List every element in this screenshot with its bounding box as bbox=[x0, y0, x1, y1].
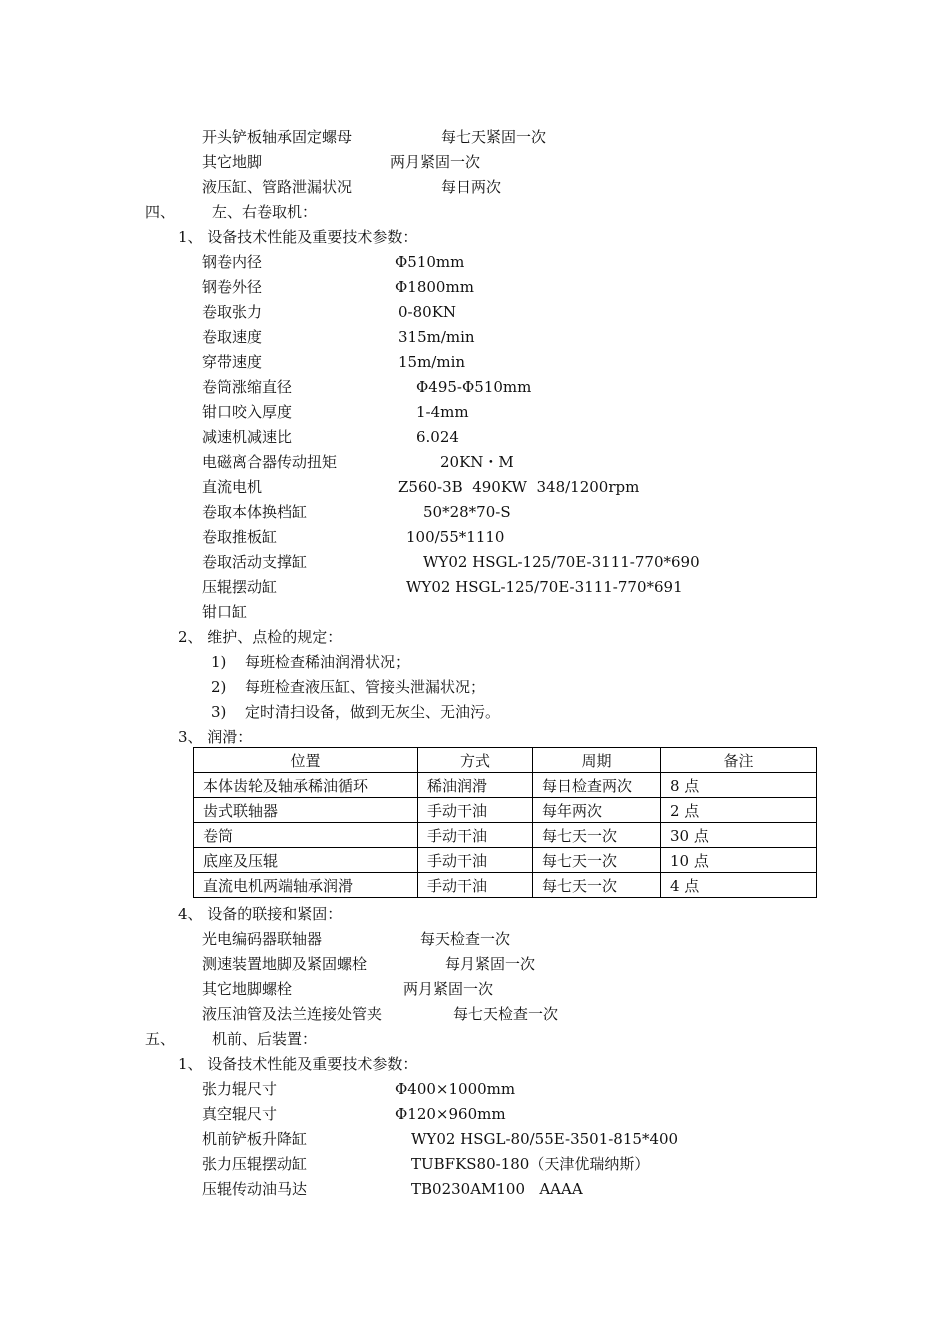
param-value: Φ510mm bbox=[395, 253, 465, 271]
table-cell: 每七天一次 bbox=[533, 848, 661, 873]
param-name: 压辊摆动缸 bbox=[202, 578, 278, 596]
table-row bbox=[194, 798, 817, 823]
param-name: 卷取速度 bbox=[202, 328, 263, 346]
table-cell: 卷筒 bbox=[194, 823, 418, 848]
param-name: 卷取推板缸 bbox=[202, 528, 278, 546]
param-value: 15m/min bbox=[398, 353, 466, 371]
param-name: 减速机减速比 bbox=[202, 428, 293, 446]
table-cell: 每日检查两次 bbox=[533, 773, 661, 798]
table-cell: 本体齿轮及轴承稀油循环 bbox=[194, 773, 418, 798]
param-value: WY02 HSGL-80/55E-3501-815*400 bbox=[411, 1130, 679, 1148]
param-value: 20KN・M bbox=[440, 453, 514, 471]
table-cell: 齿式联轴器 bbox=[194, 798, 418, 823]
table-cell: 稀油润滑 bbox=[418, 773, 533, 798]
param-value: 0-80KN bbox=[398, 303, 457, 321]
param-name: 其它地脚 bbox=[202, 153, 263, 171]
param-value: 两月紧固一次 bbox=[390, 153, 481, 171]
param-value: 每七天紧固一次 bbox=[441, 128, 547, 146]
section-title: 左、右卷取机： bbox=[212, 203, 318, 221]
param-name: 真空辊尺寸 bbox=[202, 1105, 278, 1123]
param-name: 钳口咬入厚度 bbox=[202, 403, 293, 421]
table-cell: 底座及压辊 bbox=[194, 848, 418, 873]
param-value: 1-4mm bbox=[416, 403, 469, 421]
table-row bbox=[194, 873, 817, 898]
table-cell: 手动干油 bbox=[418, 848, 533, 873]
column-header: 周期 bbox=[533, 748, 661, 773]
param-name: 钢卷外径 bbox=[202, 278, 263, 296]
table-cell: 直流电机两端轴承润滑 bbox=[194, 873, 418, 898]
param-value: 50*28*70-S bbox=[423, 503, 511, 521]
section-number: 四、 bbox=[145, 203, 176, 221]
param-name: 穿带速度 bbox=[202, 353, 263, 371]
table-cell: 每七天一次 bbox=[533, 823, 661, 848]
param-name: 卷取张力 bbox=[202, 303, 263, 321]
param-value: 每七天检查一次 bbox=[453, 1005, 559, 1023]
param-value: Φ400×1000mm bbox=[395, 1080, 516, 1098]
param-name: 张力压辊摆动缸 bbox=[202, 1155, 308, 1173]
table-cell: 30 点 bbox=[661, 823, 817, 848]
param-name: 卷取本体换档缸 bbox=[202, 503, 308, 521]
table-cell: 手动干油 bbox=[418, 823, 533, 848]
list-number: 1) bbox=[211, 653, 227, 671]
param-value: 两月紧固一次 bbox=[403, 980, 494, 998]
subsection-heading: 4、 设备的联接和紧固： bbox=[178, 905, 343, 923]
subsection-heading: 1、 设备技术性能及重要技术参数： bbox=[178, 1055, 418, 1073]
param-value: Φ495-Φ510mm bbox=[416, 378, 532, 396]
section-number: 五、 bbox=[145, 1030, 176, 1048]
param-value: Z560-3B 490KW 348/1200rpm bbox=[398, 478, 640, 496]
param-name: 机前铲板升降缸 bbox=[202, 1130, 308, 1148]
list-item: 每班检查稀油润滑状况； bbox=[245, 653, 411, 671]
table-cell: 8 点 bbox=[661, 773, 817, 798]
param-value: 每月紧固一次 bbox=[445, 955, 536, 973]
param-value: WY02 HSGL-125/70E-3111-770*690 bbox=[423, 553, 700, 571]
param-value: 6.024 bbox=[416, 428, 459, 446]
list-item: 定时清扫设备，做到无灰尘、无油污。 bbox=[245, 703, 501, 721]
column-header: 方式 bbox=[418, 748, 533, 773]
param-value: 每日两次 bbox=[441, 178, 502, 196]
param-name: 卷筒涨缩直径 bbox=[202, 378, 293, 396]
list-item: 每班检查液压缸、管接头泄漏状况； bbox=[245, 678, 486, 696]
table-cell: 10 点 bbox=[661, 848, 817, 873]
param-value: Φ1800mm bbox=[395, 278, 474, 296]
param-value: TUBFKS80-180（天津优瑞纳斯） bbox=[411, 1155, 650, 1173]
param-value: TB0230AM100 AAAA bbox=[411, 1180, 583, 1198]
table-cell: 4 点 bbox=[661, 873, 817, 898]
subsection-heading: 3、 润滑： bbox=[178, 728, 253, 746]
param-name: 光电编码器联轴器 bbox=[202, 930, 323, 948]
section-title: 机前、后装置： bbox=[212, 1030, 318, 1048]
param-name: 卷取活动支撑缸 bbox=[202, 553, 308, 571]
column-header: 位置 bbox=[194, 748, 418, 773]
table-row bbox=[194, 848, 817, 873]
param-name: 开头铲板轴承固定螺母 bbox=[202, 128, 353, 146]
list-number: 2) bbox=[211, 678, 227, 696]
param-value: WY02 HSGL-125/70E-3111-770*691 bbox=[406, 578, 683, 596]
table-cell: 每七天一次 bbox=[533, 873, 661, 898]
param-name: 电磁离合器传动扭矩 bbox=[202, 453, 338, 471]
param-name: 压辊传动油马达 bbox=[202, 1180, 308, 1198]
param-name: 液压缸、管路泄漏状况 bbox=[202, 178, 353, 196]
table-cell: 每年两次 bbox=[533, 798, 661, 823]
param-name: 直流电机 bbox=[202, 478, 263, 496]
param-name: 钳口缸 bbox=[202, 603, 248, 621]
table-row bbox=[194, 823, 817, 848]
table-row bbox=[194, 773, 817, 798]
table-cell: 手动干油 bbox=[418, 873, 533, 898]
param-value: 100/55*1110 bbox=[406, 528, 505, 546]
subsection-heading: 1、 设备技术性能及重要技术参数： bbox=[178, 228, 418, 246]
param-value: 315m/min bbox=[398, 328, 475, 346]
table-cell: 手动干油 bbox=[418, 798, 533, 823]
param-value: Φ120×960mm bbox=[395, 1105, 506, 1123]
subsection-heading: 2、 维护、点检的规定： bbox=[178, 628, 343, 646]
table-cell: 2 点 bbox=[661, 798, 817, 823]
table-header-row bbox=[194, 748, 817, 773]
column-header: 备注 bbox=[661, 748, 817, 773]
param-name: 测速装置地脚及紧固螺栓 bbox=[202, 955, 368, 973]
param-name: 张力辊尺寸 bbox=[202, 1080, 278, 1098]
param-name: 钢卷内径 bbox=[202, 253, 263, 271]
lubrication-table bbox=[193, 747, 817, 898]
param-name: 液压油管及法兰连接处管夹 bbox=[202, 1005, 383, 1023]
param-value: 每天检查一次 bbox=[420, 930, 511, 948]
param-name: 其它地脚螺栓 bbox=[202, 980, 293, 998]
list-number: 3) bbox=[211, 703, 227, 721]
